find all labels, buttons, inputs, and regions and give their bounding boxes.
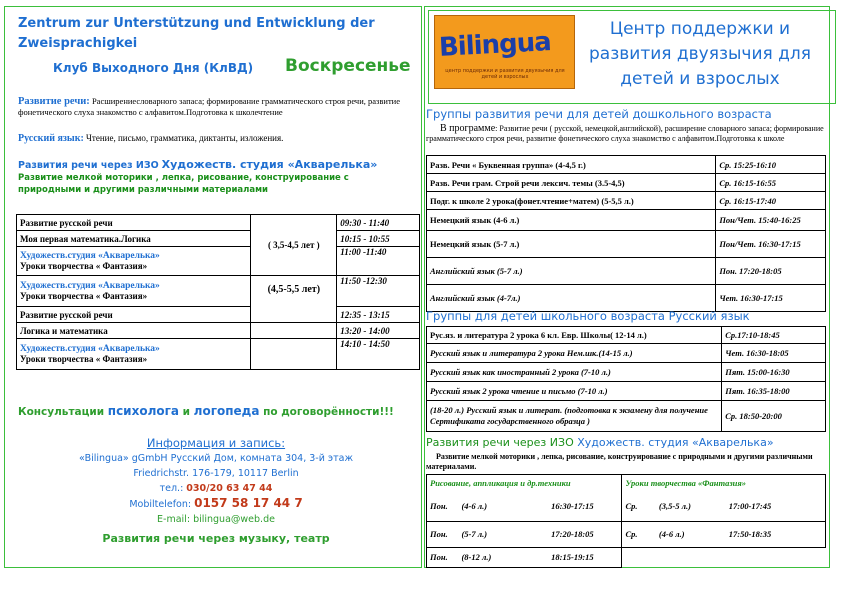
bilingua-logo: Bilingua центр поддержки и развития двуязычия для детей и взрослых	[434, 15, 575, 89]
table-row: Разв. Речи « Буквенная группа» (4-4,5 г.) Ср. 15:25-16:10	[427, 156, 826, 174]
izo-text: Развитие мелкой моторики , лепка, рисование, конструирование с природными и другими различными материалами	[18, 173, 349, 195]
table-row: (18-20 л.) Русский язык и литерат. (подготовка к экзамену для получение Сертификата государственного образца ) Ср. 18:50-20:00	[427, 401, 826, 432]
sunday-schedule-table	[16, 214, 420, 370]
program-label: В программе	[440, 123, 496, 134]
table-row: Пон. (5-7 л.) 17:20-18:05 Ср. (4-6 л.) 17:50-18:35	[427, 521, 826, 547]
table-row: Русский язык 2 урока чтение и письмо (7-10 л.) Пят. 16:35-18:00	[427, 382, 826, 401]
art-schedule-table	[426, 474, 826, 568]
preschool-heading: Группы развития речи для детей дошкольного возраста	[426, 107, 772, 121]
table-row: Немецкий язык (5-7 л.) Пон/Чет. 16:30-17:15	[427, 231, 826, 258]
table-row: Подг. к школе 2 урока(фонет.чтение+матем) (5-5,5 л.) Ср. 16:15-17:40	[427, 192, 826, 210]
title-german: Zentrum zur Unterstützung und Entwicklung der Zweisprachigkei	[18, 16, 375, 51]
table-row: Немецкий язык (4-6 л.) Пон/Чет. 15:40-16:25	[427, 210, 826, 231]
phone-number: 030/20 63 47 44	[186, 483, 273, 494]
school-heading: Группы для детей школьного возраста Русский язык	[426, 309, 750, 323]
table-row: Развитие русской речи 12:35 - 13:15	[17, 307, 420, 323]
table-row: Пон. (8-12 л.) 18:15-19:15	[427, 547, 826, 567]
table-row: Художеств.студия «Акварелька» Уроки творчества « Фантазия» 14:10 - 14:50	[17, 339, 420, 370]
right-title: Центр поддержки и развития двуязычия для детей и взрослых	[589, 19, 811, 89]
info-street: Friedrichstr. 176-179, 10117 Berlin	[133, 468, 299, 479]
table-row: Рус.яз. и литература 2 урока 6 кл. Евр. Школы( 12-14 л.) Ср.17:10-18:45	[427, 327, 826, 344]
table-row: Моя первая математика.Логика 10:15 - 10:55	[17, 231, 420, 247]
speech-desc	[18, 96, 413, 118]
russian-desc	[18, 133, 413, 144]
age-group-1: ( 3,5-4,5 лет )	[251, 215, 337, 276]
school-table	[426, 326, 826, 432]
consultation-note: Консультации психолога и логопеда по договорённости!!!	[18, 404, 394, 418]
right-izo-heading: Развития речи через ИЗО Художеств. студия «Акварелька»	[426, 436, 774, 449]
mobile-number: 0157 58 17 44 7	[194, 496, 303, 510]
russian-text: Чтение, письмо, грамматика, диктанты, изложения.	[83, 133, 284, 143]
table-row: Художеств.студия «Акварелька» Уроки творчества « Фантазия» (4,5-5,5 лет) 11:50 -12:30	[17, 276, 420, 307]
table-row: Английский язык (4-7л.) Чет. 16:30-17:15	[427, 285, 826, 312]
music-theatre-note: Развития речи через музыку, театр	[102, 532, 330, 545]
age-group-2: (4,5-5,5 лет)	[251, 276, 337, 323]
izo-label: Развития речи через ИЗО	[18, 160, 159, 171]
table-row: Рисование, аппликация и др.техники Уроки творчества «Фантазия»	[427, 475, 826, 492]
table-row: Русский язык и литература 2 урока Нем.шк.(14-15 л.) Чет. 16:30-18:05	[427, 344, 826, 363]
izo-studio: Художеств. студия «Акварелька»	[161, 158, 378, 171]
speech-label: Развитие речи:	[18, 96, 90, 107]
info-title: Информация и запись:	[146, 436, 286, 450]
preschool-table	[426, 155, 826, 312]
table-row: Пон. (4-6 л.) 16:30-17:15 Ср. (3,5-5 л.) 17:00-17:45	[427, 491, 826, 521]
table-row: Развитие русской речи ( 3,5-4,5 лет ) 09:30 - 11:40	[17, 215, 420, 231]
right-izo-desc: Развитие мелкой моторики , лепка, рисование, конструирование с природными и другими различными материалами.	[426, 452, 813, 471]
club-name: Клуб Выходного Дня (КлВД)	[53, 61, 254, 75]
table-row: Английский язык (5-7 л.) Пон. 17:20-18:05	[427, 258, 826, 285]
program-desc	[426, 124, 826, 144]
table-row: Художеств.студия «Акварелька» Уроки творчества « Фантазия» 11:00 -11:40	[17, 247, 420, 276]
izo-desc	[18, 159, 413, 196]
info-address: «Bilingua» gGmbH Русский Дом, комната 304, 3-й этаж	[78, 453, 354, 464]
table-row: Логика и математика 13:20 - 14:00	[17, 323, 420, 339]
speech-text: Расширениесловарного запаса; формирование грамматического строя речи, развитие фонетического слуха знакомство с алфавитом.Подготовка к школечтение	[18, 96, 400, 117]
info-block: Информация и запись: «Bilingua» gGmbH Русский Дом, комната 304, 3-й этаж Friedrichstr. 176-179, 10117 Berlin тел.: 030/20 63 47 44 Mobiltelefon: 0157 58 17 44 7 E-mail: bilingua@web.de	[18, 436, 414, 527]
day-label: Воскресенье	[285, 56, 411, 76]
table-row: Русский язык как иностранный 2 урока (7-10 л.) Пят. 15:00-16:30	[427, 363, 826, 382]
email-link[interactable]: bilingua@web.de	[193, 514, 275, 525]
table-row: Разв. Речи грам. Строй речи лексич. темы (3.5-4,5) Ср. 16:15-16:55	[427, 174, 826, 192]
russian-label: Русский язык:	[18, 133, 84, 144]
program-text: : Развитие речи ( русской, немецкой,английской), расширение словарного запаса; формирование грамматического строя речи, развитие фонетического слуха знакомство с алфавитом.Подготовка к школе	[426, 124, 824, 143]
